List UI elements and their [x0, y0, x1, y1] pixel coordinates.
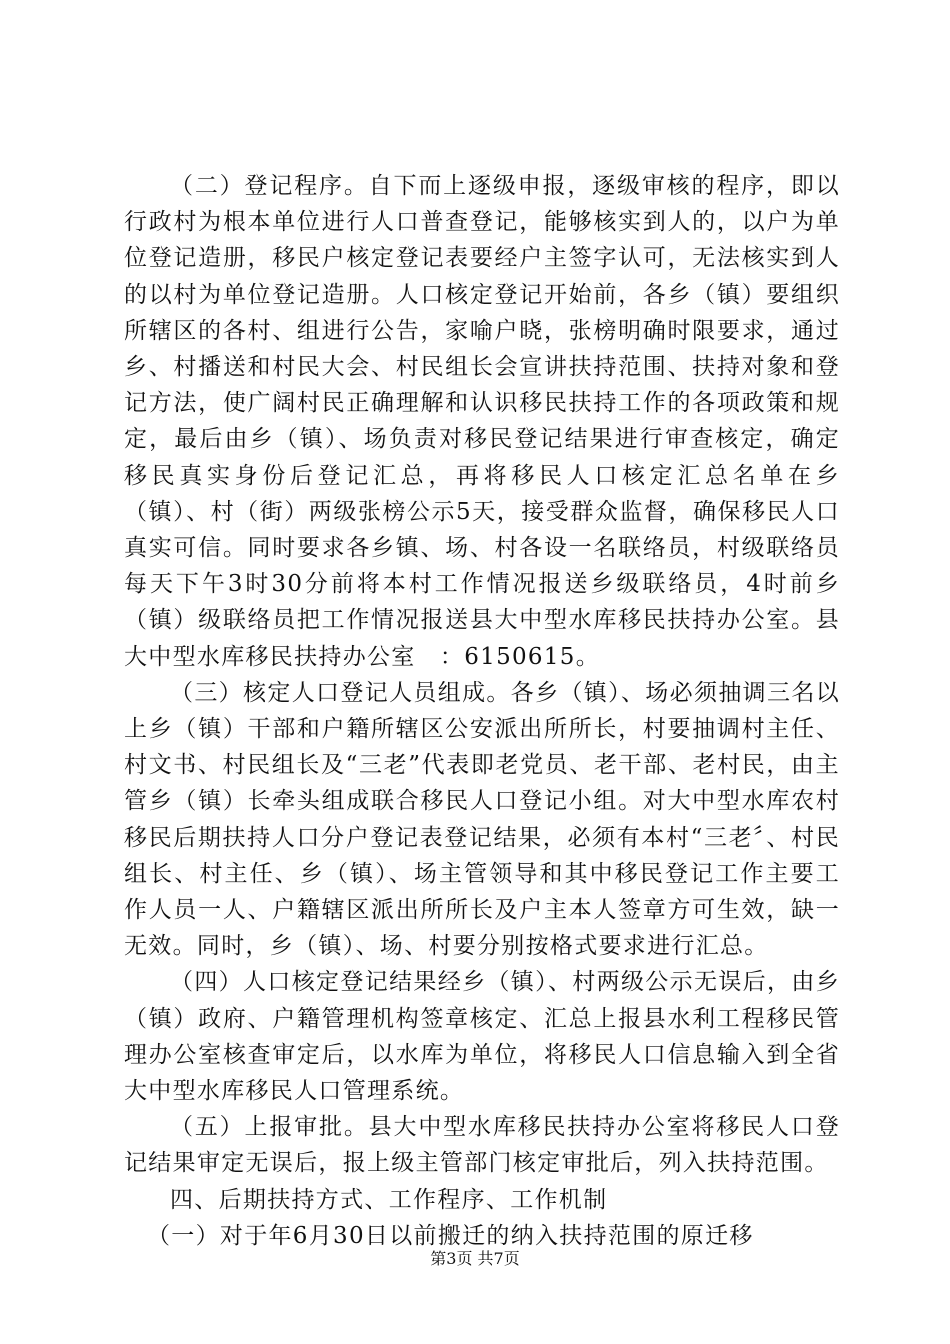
- page-footer: 第3页 共7页: [430, 1249, 520, 1268]
- paragraph-report-approval: （五）上报审批。县大中型水库移民扶持办公室将移民人口登记结果审定无误后，报上级主管部门核定审批后，列入扶持范围。: [124, 1114, 840, 1177]
- paragraph-registration-procedure: （二）登记程序。自下而上逐级申报，逐级审核的程序，即以行政村为根本单位进行人口普查登记，能够核实到人的，以户为单位登记造册，移民户核定登记表要经户主签字认可，无法核实到人的以村为单位登记造册。人口核定登记开始前，各乡（镇）要组织所辖区的各村、组进行公告，家喻户晓，张榜明确时限要求，通过乡、村播送和村民大会、村民组长会宣讲扶持范围、扶持对象和登记方法，使广阔村民正确理解和认识移民扶持工作的各项政策和规定，最后由乡（镇）、场负责对移民登记结果进行审查核定，确定移民真实身份后登记汇总，再将移民人口核定汇总名单在乡（镇）、村（街）两级张榜公示5天，接受群众监督，确保移民人口真实可信。同时要求各乡镇、场、村各设一名联络员，村级联络员每天下午3时30分前将本村工作情况报送乡级联络员，4时前乡（镇）级联络员把工作情况报送县大中型水库移民扶持办公室。县大中型水库移民扶持办公室 ：6150615。: [124, 173, 840, 670]
- section-heading: 四、后期扶持方式、工作程序、工作机制: [170, 1186, 608, 1213]
- document-body: [124, 168, 840, 1254]
- paragraph-result-publication: （四）人口核定登记结果经乡（镇）、村两级公示无误后，由乡（镇）政府、户籍管理机构签章核定、汇总上报县水利工程移民管理办公室核查审定后，以水库为单位，将移民人口信息输入到全省大中型水库移民人口管理系统。: [124, 969, 840, 1105]
- paragraph-support-method: （一）对于年6月30日以前搬迁的纳入扶持范围的原迁移: [147, 1222, 754, 1249]
- paragraph-personnel-composition: （三）核定人口登记人员组成。各乡（镇）、场必须抽调三名以上乡（镇）干部和户籍所辖区公安派出所所长，村要抽调村主任、村文书、村民组长及“三老”代表即老党员、老干部、老村民，由主管乡（镇）长牵头组成联合移民人口登记小组。对大中型水库农村移民后期扶持人口分户登记表登记结果，必须有本村“三老〞、村民组长、村主任、乡（镇）、场主管领导和其中移民登记工作主要工作人员一人、户籍辖区派出所所长及户主本人签章方可生效，缺一无效。同时，乡（镇）、场、村要分别按格式要求进行汇总。: [124, 679, 840, 960]
